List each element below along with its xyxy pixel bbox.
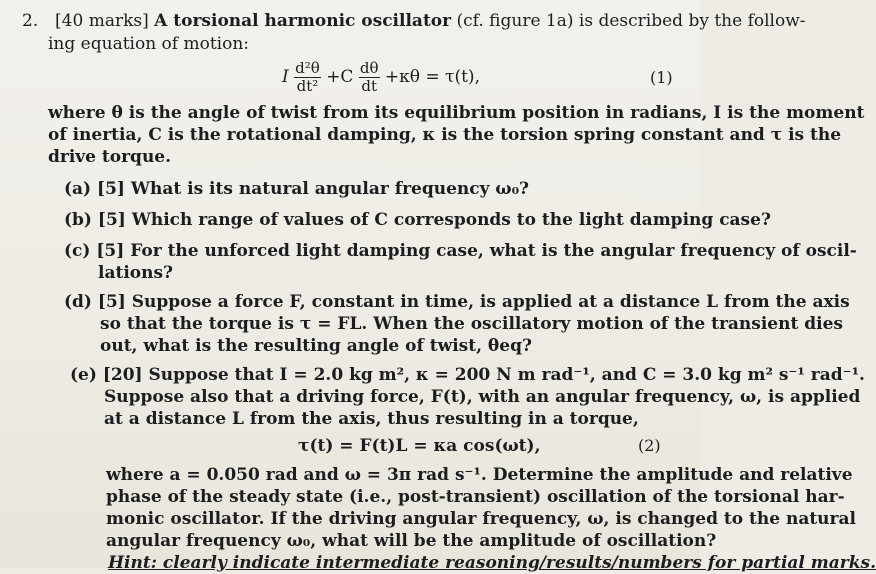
question-intro: (cf. figure 1a) is described by the follow-: [456, 11, 806, 31]
part-a-text: What is its natural angular frequency ω₀?: [130, 179, 530, 199]
eq1-fraction-2: [359, 60, 380, 95]
part-e-label: (e): [70, 365, 97, 385]
part-d-marks: [5]: [97, 292, 126, 312]
part-b: [64, 209, 771, 231]
part-c-text: For the unforced light damping case, what is the angular frequency of oscil-: [130, 241, 857, 261]
eq1-plus-c: +C: [326, 67, 354, 87]
equation-2-number: (2): [638, 436, 661, 455]
part-d-text: Suppose a force F, constant in time, is applied at a distance L from the axis: [131, 292, 850, 312]
part-a-label: (a): [64, 179, 92, 199]
question-number: 2.: [22, 11, 39, 31]
eq1-frac2-numerator: dθ: [359, 59, 379, 77]
part-d-line-3: out, what is the resulting angle of twist, θeq?: [100, 336, 532, 356]
part-c-marks: [5]: [96, 241, 125, 261]
question-title: A torsional harmonic oscillator: [154, 11, 452, 31]
eq1-frac1-numerator: d²θ: [295, 59, 320, 77]
part-d-label: (d): [64, 292, 92, 312]
eq1-frac2-denominator: dt: [361, 77, 377, 95]
eq1-rest: +κθ = τ(t),: [384, 67, 480, 87]
equation-1: [282, 57, 480, 97]
eq1-inertia: I: [282, 67, 289, 87]
equation-2: τ(t) = F(t)L = κa cos(ωt),: [298, 436, 541, 456]
part-e-line-4: where a = 0.050 rad and ω = 3π rad s⁻¹. Determine the amplitude and relative: [106, 465, 853, 485]
part-b-marks: [5]: [97, 210, 126, 230]
part-e-line-6: monic oscillator. If the driving angular frequency, ω, is changed to the natural: [106, 509, 856, 529]
part-d-line-2: so that the torque is τ = FL. When the oscillatory motion of the transient dies: [100, 314, 843, 334]
part-a: [64, 178, 529, 200]
eq1-frac1-denominator: dt²: [296, 77, 319, 95]
description-line-2: of inertia, C is the rotational damping, κ is the torsion spring constant and τ is the: [48, 125, 842, 145]
eq1-fraction-1: [294, 60, 321, 95]
part-b-label: (b): [64, 210, 92, 230]
part-c-label: (c): [64, 241, 91, 261]
equation-1-number: (1): [650, 68, 673, 87]
part-b-text: Which range of values of C corresponds to the light damping case?: [131, 210, 771, 230]
part-d: [64, 291, 850, 313]
part-e-line-3: at a distance L from the axis, thus resulting in a torque,: [104, 409, 639, 429]
description-line-1: where θ is the angle of twist from its equilibrium position in radians, I is the moment: [48, 103, 865, 123]
part-e-marks: [20]: [102, 365, 143, 385]
question-heading: [22, 10, 806, 32]
part-e-hint: Hint: clearly indicate intermediate reasoning/results/numbers for partial marks.: [108, 553, 876, 573]
part-e: [70, 364, 865, 386]
question-marks: [40 marks]: [55, 11, 149, 31]
part-a-marks: [5]: [97, 179, 125, 199]
part-e-line-7: angular frequency ω₀, what will be the amplitude of oscillation?: [106, 531, 717, 551]
description-line-3: drive torque.: [48, 147, 172, 167]
part-c-line-2: lations?: [98, 263, 174, 283]
part-e-line-2: Suppose also that a driving force, F(t), with an angular frequency, ω, is applied: [104, 387, 861, 407]
part-e-line-5: phase of the steady state (i.e., post-transient) oscillation of the torsional har-: [106, 487, 845, 507]
part-c: [64, 240, 857, 262]
part-e-text: Suppose that I = 2.0 kg m², κ = 200 N m rad⁻¹, and C = 3.0 kg m² s⁻¹ rad⁻¹.: [148, 365, 865, 385]
question-intro-line2: ing equation of motion:: [48, 34, 250, 54]
